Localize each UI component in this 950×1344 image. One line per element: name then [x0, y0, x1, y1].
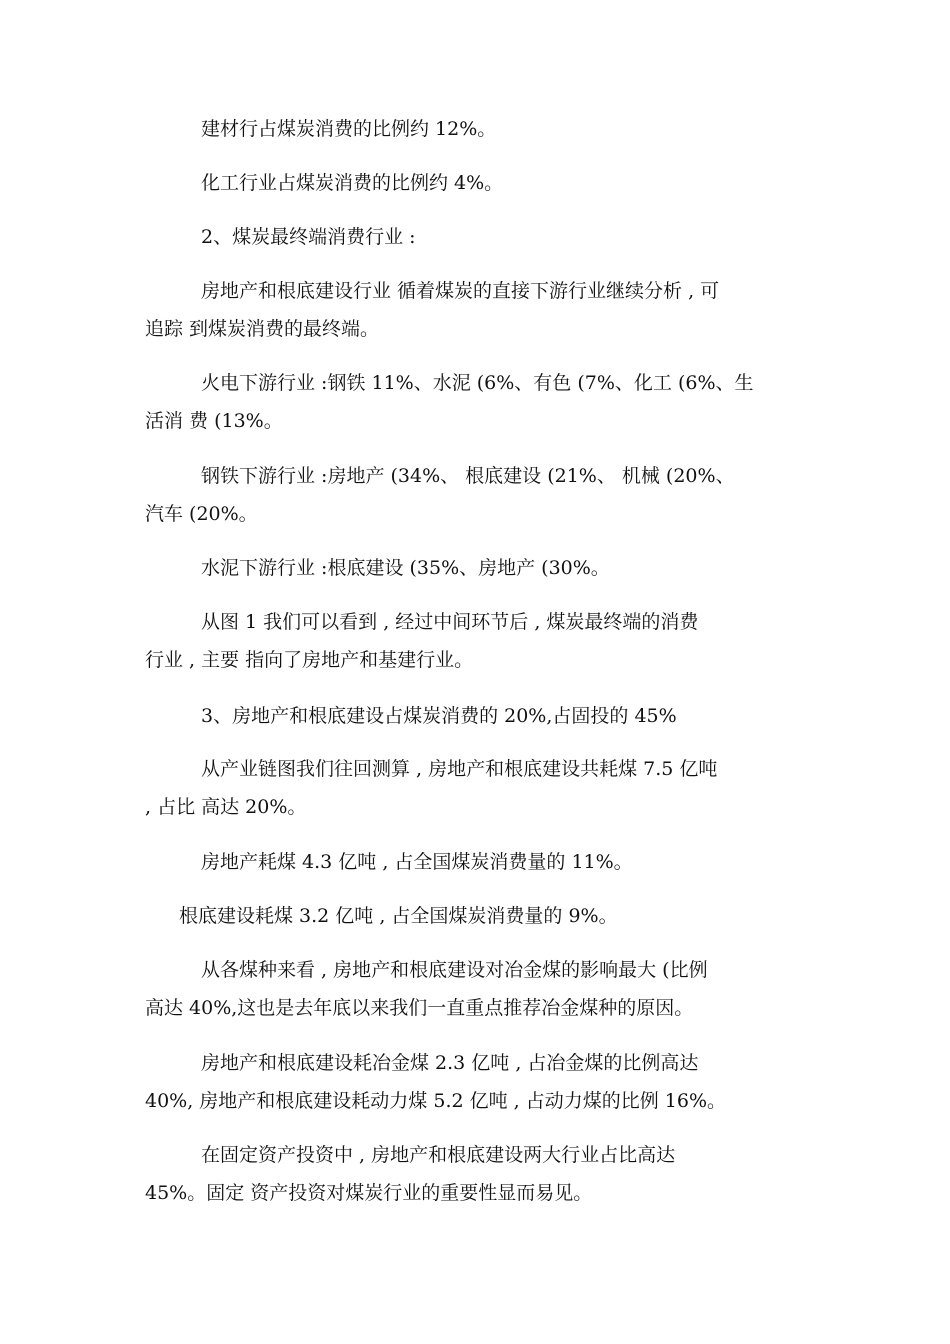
text-line: 火电下游行业 :钢铁 11%、水泥 (6%、有色 (7%、化工 (6%、生: [201, 372, 754, 394]
text-line: 追踪 到煤炭消费的最终端。: [145, 318, 380, 340]
paragraph-backward-calculation: [145, 750, 810, 826]
text-line: 建材行占煤炭消费的比例约 12%。: [201, 118, 497, 140]
paragraph-coal-type-impact: [145, 951, 810, 1027]
text-line: 从图 1 我们可以看到 , 经过中间环节后 , 煤炭最终端的消费: [201, 611, 699, 633]
text-line: 根底建设耗煤 3.2 亿吨 , 占全国煤炭消费量的 9%。: [179, 905, 618, 927]
section-heading-final-consumption: [145, 218, 810, 256]
paragraph-building-materials-share: [145, 110, 810, 148]
paragraph-real-estate-coal-use: [145, 843, 810, 881]
paragraph-figure-1-summary: [145, 603, 810, 679]
text-line: 房地产和根底建设耗冶金煤 2.3 亿吨 , 占冶金煤的比例高达: [201, 1052, 699, 1074]
text-line: , 占比 高达 20%。: [145, 796, 307, 818]
text-line: 40%, 房地产和根底建设耗动力煤 5.2 亿吨 , 占动力煤的比例 16%。: [145, 1090, 726, 1112]
section-heading-real-estate-share: [145, 697, 810, 735]
text-line: 3、房地产和根底建设占煤炭消费的 20%,占固投的 45%: [201, 705, 677, 727]
text-line: 汽车 (20%。: [145, 503, 258, 525]
paragraph-infrastructure-coal-use: [145, 897, 810, 935]
paragraph-metallurgical-thermal-coal: [145, 1044, 810, 1120]
text-line: 活消 费 (13%。: [145, 410, 283, 432]
paragraph-thermal-power-downstream: [145, 364, 810, 440]
text-line: 45%。固定 资产投资对煤炭行业的重要性显而易见。: [145, 1182, 593, 1204]
text-line: 行业 , 主要 指向了房地产和基建行业。: [145, 649, 474, 671]
text-line: 在固定资产投资中 , 房地产和根底建设两大行业占比高达: [201, 1144, 676, 1166]
text-line: 2、煤炭最终端消费行业 :: [201, 226, 416, 248]
paragraph-chemical-share: [145, 164, 810, 202]
paragraph-steel-downstream: [145, 457, 810, 533]
paragraph-real-estate-intro: [145, 272, 810, 348]
text-line: 高达 40%,这也是去年底以来我们一直重点推荐冶金煤种的原因。: [145, 997, 694, 1019]
text-line: 房地产耗煤 4.3 亿吨 , 占全国煤炭消费量的 11%。: [201, 851, 633, 873]
text-line: 化工行业占煤炭消费的比例约 4%。: [201, 172, 504, 194]
text-line: 水泥下游行业 :根底建设 (35%、房地产 (30%。: [201, 557, 610, 579]
paragraph-fixed-asset-investment: [145, 1136, 810, 1212]
text-line: 从各煤种来看 , 房地产和根底建设对冶金煤的影响最大 (比例: [201, 959, 708, 981]
paragraph-cement-downstream: [145, 549, 810, 587]
text-line: 钢铁下游行业 :房地产 (34%、 根底建设 (21%、 机械 (20%、: [201, 465, 735, 487]
text-line: 从产业链图我们往回测算 , 房地产和根底建设共耗煤 7.5 亿吨: [201, 758, 718, 780]
text-line: 房地产和根底建设行业 循着煤炭的直接下游行业继续分析 , 可: [201, 280, 720, 302]
